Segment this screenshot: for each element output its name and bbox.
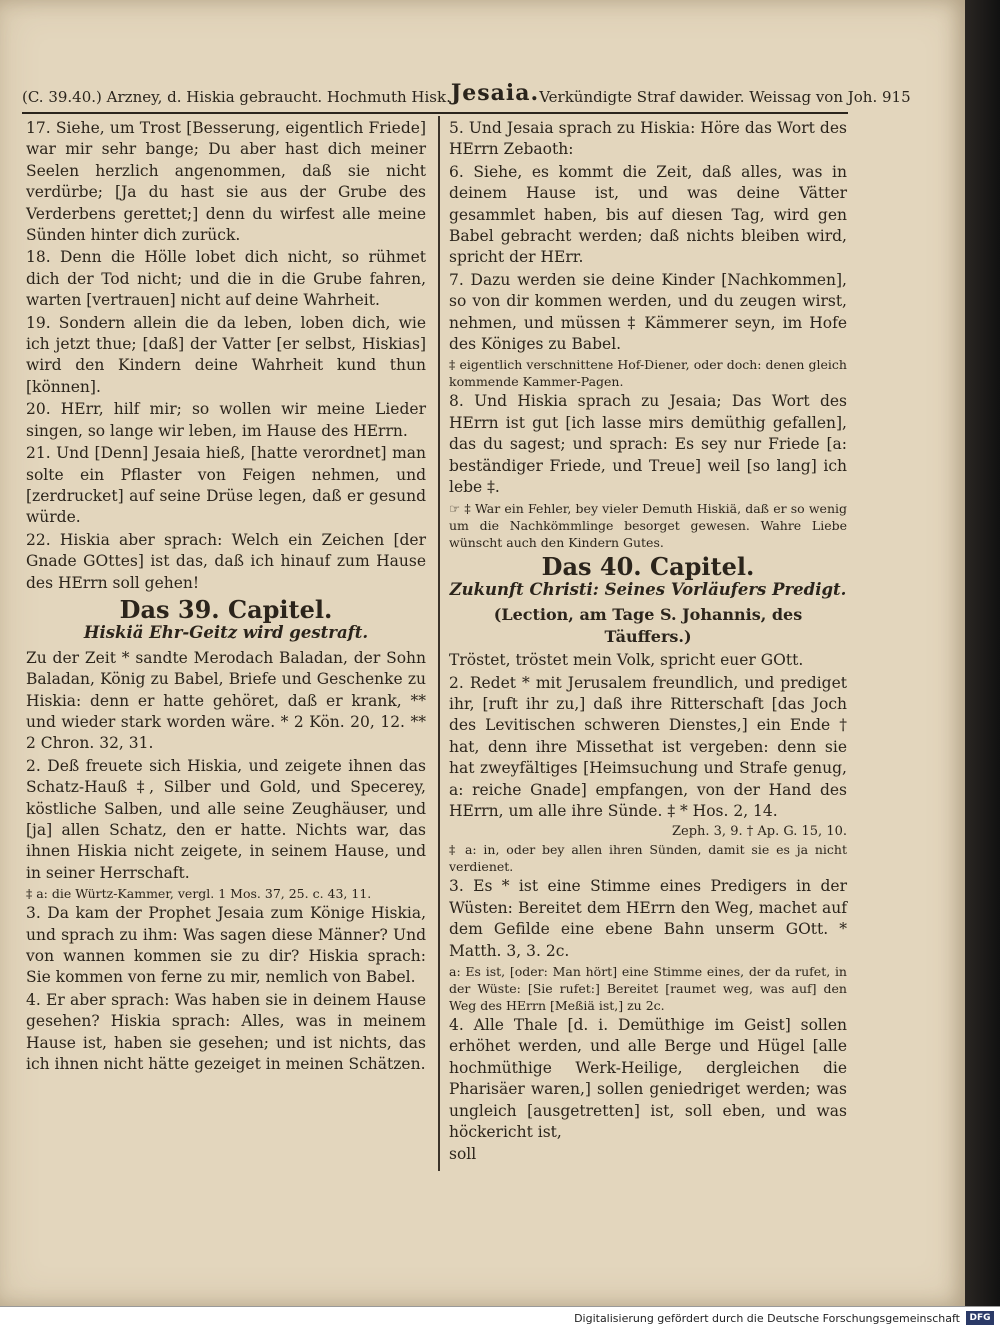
chapter-summary: Zukunft Christi: Seines Vorläufers Predigt. — [449, 579, 847, 599]
cross-reference: Zeph. 3, 9. † Ap. G. 15, 10. — [671, 824, 847, 840]
dfg-logo: DFG — [966, 1311, 994, 1325]
verse-paragraph: 6. Siehe, es kommt die Zeit, daß alles, was in deinem Hause ist, und was deine Vätter gesammlet haben, bis auf diesen Tag, wird gen Babel gebracht werden; daß nichts bleiben wird, spricht der HErr. — [449, 162, 847, 267]
left-column — [26, 118, 426, 1076]
verse-paragraph: 18. Denn die Hölle lobet dich nicht, so rühmet dich der Tod nicht; und die in die Grube fahren, warten [vertrauen] nicht auf deine Wahrheit. — [26, 248, 426, 310]
chapter-summary: Hiskiä Ehr-Geitz wird gestraft. — [83, 623, 369, 643]
verse-paragraph: 17. Siehe, um Trost [Besserung, eigentlich Friede] war mir sehr bange; Du aber hast dich meiner Seelen herzlich angenommen, daß sie nicht verdürbe; [Ja du hast sie aus der Grube des Verderbens gerettet;] denn du wirfest alle meine Sünden hinter dich zurück. — [26, 119, 426, 245]
verse-paragraph: 7. Dazu werden sie deine Kinder [Nachkommen], so von dir kommen werden, und du zeugen wirst, nehmen, und müssen ‡ Kämmerer seyn, im Hofe des Königes zu Babel. — [449, 270, 847, 354]
chapter-heading: Das 40. Capitel. — [541, 551, 755, 581]
header-left: (C. 39.40.) Arzney, d. Hiskia gebraucht. Hochmuth Hisk. — [22, 88, 451, 106]
footnote: ‡ eigentlich verschnittene Hof-Diener, oder doch: denen gleich kommende Kammer-Pagen. — [449, 357, 847, 390]
verse-paragraph: 4. Er aber sprach: Was haben sie in deinem Hause gesehen? Hiskia sprach: Alles, was in meinem Hause ist, haben sie gesehen; und ist nichts, das ich ihnen nicht hätte gezeiget in meinen Schätzen. — [26, 990, 426, 1074]
verse-paragraph: Zu der Zeit * sandte Merodach Baladan, der Sohn Baladan, König zu Babel, Briefe und Geschenke zu Hiskia: denn er hatte gehöret, daß er krank, ** und wieder stark worden wäre. * 2 Kön. 20, 12. ** 2 Chron. 32, 31. — [26, 648, 426, 753]
verse-paragraph: 19. Sondern allein die da leben, loben dich, wie ich jetzt thue; [daß] der Vatter [er selbst, Hiskias] wird den Kindern deine Wahrheit kund thun [können]. — [26, 313, 426, 396]
footer-bar — [0, 1306, 1000, 1332]
verse-paragraph: 2. Deß freuete sich Hiskia, und zeigete ihnen das Schatz-Hauß ‡, Silber und Gold, und Specerey, köstliche Salben, und alle seine Zeughäuser, und [ja] allen Schatz, den er hatte. Nichts war, das ihnen Hiskia nicht zeigete, in seinem Hause, und in seiner Herrschaft. — [26, 756, 426, 882]
verse-paragraph: 3. Es * ist eine Stimme eines Predigers in der Wüsten: Bereitet dem HErrn den Weg, machet auf dem Gefilde eine ebene Bahn unserm GOtt. * Matth. 3, 3. 2c. — [449, 877, 847, 960]
verse-paragraph: 21. Und [Denn] Jesaia hieß, [hatte verordnet] man solte ein Pflaster von Feigen nehmen, und [zerdrucket] auf seine Drüse legen, daß er gesund würde. — [26, 444, 426, 527]
verse-paragraph: 20. HErr, hilf mir; so wollen wir meine Lieder singen, so lange wir leben, im Hause des HErrn. — [26, 400, 426, 440]
right-column — [449, 118, 847, 1167]
catchword: soll — [449, 1145, 477, 1164]
verse-paragraph: 2. Redet * mit Jerusalem freundlich, und prediget ihr, [ruft ihr zu,] daß ihre Ritterschaft [das Joch des Levitischen schweren Dienstes,] ein Ende † hat, denn ihre Missethat ist vergeben: denn sie hat zweyfältiges [Heimsuchung und Strafe genug, a: reiche Gnade] empfangen, von der Hand des HErrn, um alle ihre Sünde. ‡ * Hos. 2, 14. — [449, 673, 847, 820]
verse-paragraph: 4. Alle Thale [d. i. Demüthige im Geist] sollen erhöhet werden, und alle Berge und Hügel [alle hochmüthige Werk-Heilige, dergleichen die Pharisäer waren,] sollen geniedriget werden; was ungleich [ausgetretten] ist, soll eben, und was höckericht ist, — [449, 1016, 847, 1142]
verse-paragraph: 3. Da kam der Prophet Jesaia zum Könige Hiskia, und sprach zu ihm: Was sagen diese Männer? Und von wannen kommen sie zu dir? Hiskia sprach: Sie kommen von ferne zu mir, nemlich von Babel. — [26, 904, 426, 987]
footnote: ‡ a: die Würtz-Kammer, vergl. 1 Mos. 37, 25. c. 43, 11. — [26, 886, 372, 902]
verse-paragraph: 8. Und Hiskia sprach zu Jesaia; Das Wort des HErrn ist gut [ich lasse mirs demüthig gefallen], das du sagest; und sprach: Es sey nur Friede [a: beständiger Friede, und Treue] weil [so lang] ich lebe ‡. — [449, 392, 847, 497]
verse-paragraph: 5. Und Jesaia sprach zu Hiskia: Höre das Wort des HErrn Zebaoth: — [449, 119, 847, 159]
footnote: a: Es ist, [oder: Man hört] eine Stimme eines, der da rufet, in der Wüste: [Sie rufet:] Bereitet [raumet weg, was auf] den Weg des HErrn [Meßiä ist,] zu 2c. — [449, 964, 847, 1013]
chapter-heading: Das 39. Capitel. — [119, 594, 333, 624]
scan-border — [965, 0, 1000, 1306]
column-divider — [438, 116, 440, 1171]
running-header — [22, 74, 911, 114]
lection-note: (Lection, am Tage S. Johannis, des Täuffers.) — [493, 605, 803, 646]
verse-paragraph: 22. Hiskia aber sprach: Welch ein Zeichen [der Gnade GOttes] ist das, daß ich hinauf zum Hause des HErrn soll gehen! — [26, 530, 426, 592]
footnote: ☞ ‡ War ein Fehler, bey vieler Demuth Hiskiä, daß er so wenig um die Nachkömmlinge besorget gewesen. Wahre Liebe wünscht auch den Kindern Gutes. — [449, 500, 847, 550]
header-book-title: Jesaia. — [450, 80, 540, 106]
footer-credit: Digitalisierung gefördert durch die Deutsche Forschungsgemeinschaft — [574, 1312, 960, 1325]
verse-paragraph: Tröstet, tröstet mein Volk, spricht euer GOtt. — [449, 651, 804, 670]
footnote: ‡ a: in, oder bey allen ihren Sünden, damit sie es ja nicht verdienet. — [449, 842, 847, 875]
header-right: Verkündigte Straf dawider. Weissag von Joh. 915 — [539, 88, 911, 106]
